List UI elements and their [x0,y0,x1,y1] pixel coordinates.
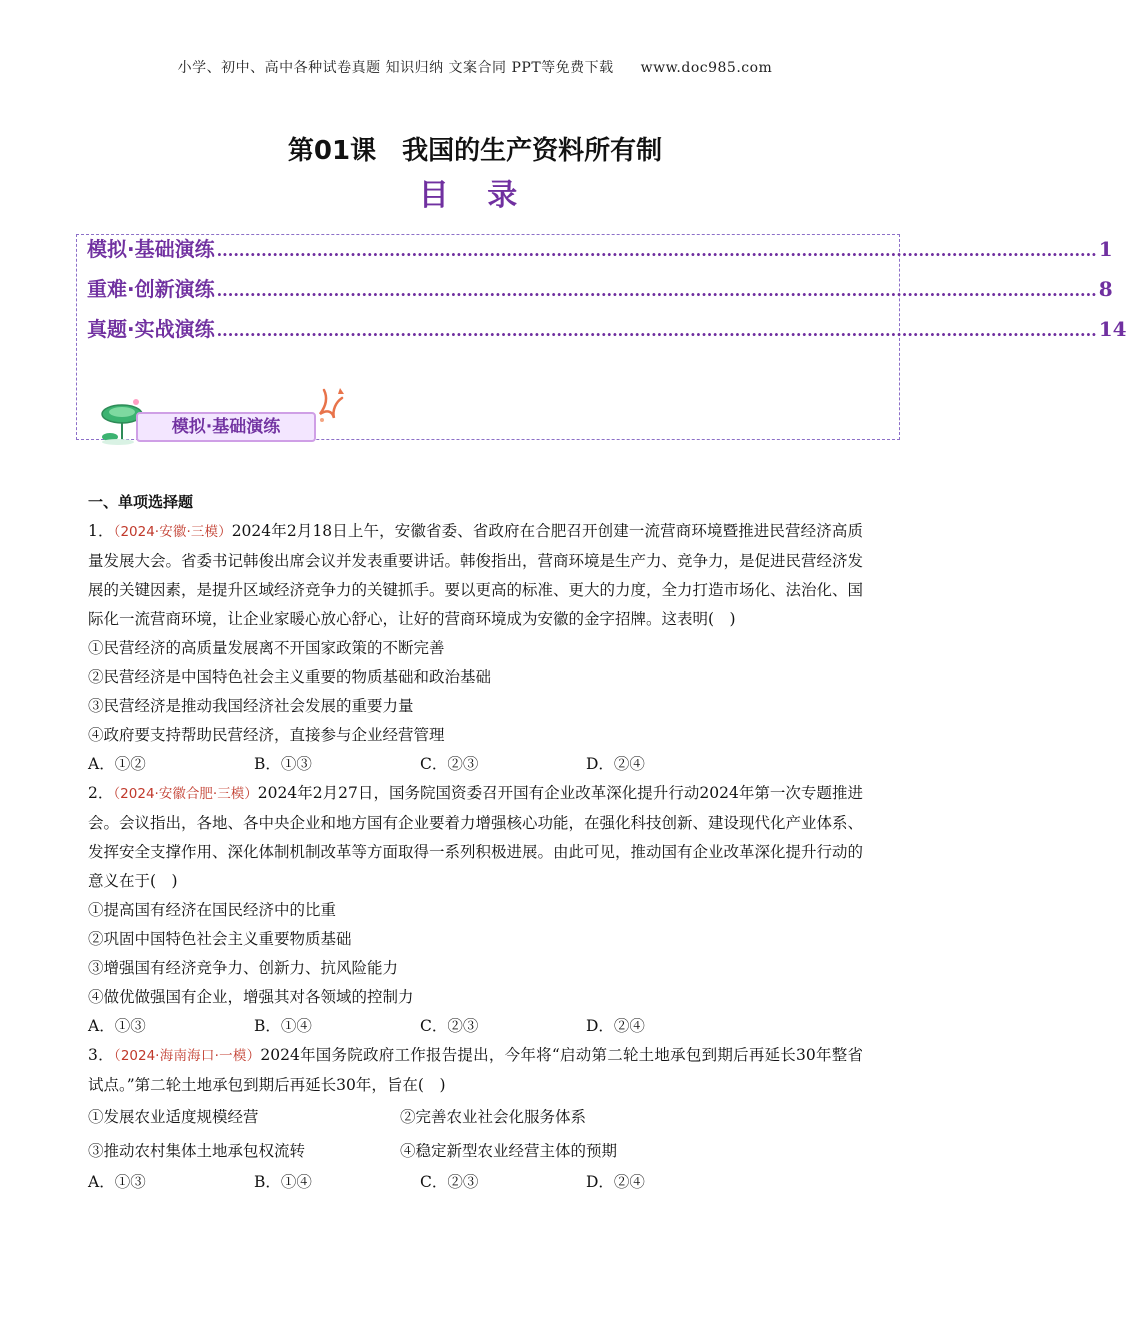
banner-label: 模拟·基础演练 [136,412,316,442]
question-source: （2024·海南海口·一模） [113,1048,261,1064]
toc-leader: .............................................................................................................................................................. [216,321,1097,340]
toc-item-3[interactable] [87,313,1127,343]
option-statement: ③民营经济是推动我国经济社会发展的重要力量 [88,697,414,715]
section-heading: 一、单项选择题 [88,493,194,511]
toc-heading: 目 录 [418,178,532,213]
question-list [88,488,863,1197]
toc-item-label: 模拟·基础演练 [87,237,215,261]
choice-c[interactable]: C．②③ [420,1017,479,1035]
choice-a[interactable]: A．①② [88,755,146,773]
option-statement: ③增强国有经济竞争力、创新力、抗风险能力 [88,959,399,977]
question-stem [88,1041,863,1100]
choice-c[interactable]: C．②③ [420,755,479,773]
question-stem [88,779,863,896]
toc-leader: .............................................................................................................................................................. [216,281,1097,300]
question-1 [88,517,863,779]
choice-d[interactable]: D．②④ [586,1017,645,1035]
choice-a[interactable]: A．①③ [88,1173,146,1191]
toc-item-2[interactable] [87,273,1113,303]
page-title: 第01课 我国的生产资料所有制 [287,136,663,166]
toc-item-label: 重难·创新演练 [87,277,215,301]
option-statement: ①发展农业适度规模经营 [88,1108,259,1126]
toc-item-label: 真题·实战演练 [87,317,215,341]
question-3 [88,1041,863,1197]
page-header [0,57,950,77]
answer-choices [88,1168,863,1197]
choice-b[interactable]: B．①④ [254,1017,312,1035]
choice-c[interactable]: C．②③ [420,1173,479,1191]
question-text: 2024年国务院政府工作报告提出，今年将“启动第二轮土地承包到期后再延长30年整省试点。”第二轮土地承包到期后再延长30年，旨在( ) [88,1046,863,1094]
header-text: 小学、初中、高中各种试卷真题 知识归纳 文案合同 PPT等免费下载 [177,60,614,76]
question-text: 2024年2月27日，国务院国资委召开国有企业改革深化提升行动2024年第一次专题推进会。会议指出，各地、各中央企业和地方国有企业要着力增强核心功能，在强化科技创新、建设现代化产业体系、发挥安全支撑作用、深化体制机制改革等方面取得一系列积极进展。由此可见，推动国有企业改革深化提升行动的意义在于( ) [88,784,864,890]
answer-choices [88,750,863,779]
question-2 [88,779,863,1041]
option-row [88,1100,863,1134]
choice-d[interactable]: D．②④ [586,1173,645,1191]
option-statement: ④稳定新型农业经营主体的预期 [400,1142,618,1160]
choice-a[interactable]: A．①③ [88,1017,146,1035]
option-statement: ①提高国有经济在国民经济中的比重 [88,901,337,919]
toc-item-page: 14 [1098,317,1127,341]
option-row [88,1134,863,1168]
section-banner [100,390,340,446]
koi-fish-icon [312,384,352,432]
choice-b[interactable]: B．①④ [254,1173,312,1191]
question-number: 3． [88,1046,114,1064]
option-statement: ②完善农业社会化服务体系 [400,1108,587,1126]
option-statement: ②巩固中国特色社会主义重要物质基础 [88,930,352,948]
question-number: 1． [88,522,114,540]
choice-d[interactable]: D．②④ [586,755,645,773]
header-url[interactable]: www.doc985.com [640,60,773,76]
option-statement: ③推动农村集体土地承包权流转 [88,1142,306,1160]
option-statement: ④政府要支持帮助民营经济，直接参与企业经营管理 [88,726,445,744]
question-source: （2024·安徽合肥·三模） [113,786,258,802]
toc-item-1[interactable] [87,233,1113,263]
toc-item-page: 1 [1098,237,1113,261]
choice-b[interactable]: B．①③ [254,755,312,773]
question-number: 2． [88,784,114,802]
toc-leader: .............................................................................................................................................................. [216,241,1097,260]
question-text: 2024年2月18日上午，安徽省委、省政府在合肥召开创建一流营商环境暨推进民营经济高质量发展大会。省委书记韩俊出席会议并发表重要讲话。韩俊指出，营商环境是生产力、竞争力，是促进民营经济发展的关键因素，是提升区域经济竞争力的关键抓手。要以更高的标准、更大的力度，全力打造市场化、法治化、国际化一流营商环境，让企业家暖心放心舒心，让好的营商环境成为安徽的金字招牌。这表明( ) [88,522,864,628]
question-stem [88,517,863,634]
answer-choices [88,1012,863,1041]
question-source: （2024·安徽·三模） [113,524,232,540]
toc-item-page: 8 [1098,277,1113,301]
option-statement: ①民营经济的高质量发展离不开国家政策的不断完善 [88,639,445,657]
option-statement: ②民营经济是中国特色社会主义重要的物质基础和政治基础 [88,668,492,686]
option-statement: ④做优做强国有企业，增强其对各领域的控制力 [88,988,414,1006]
